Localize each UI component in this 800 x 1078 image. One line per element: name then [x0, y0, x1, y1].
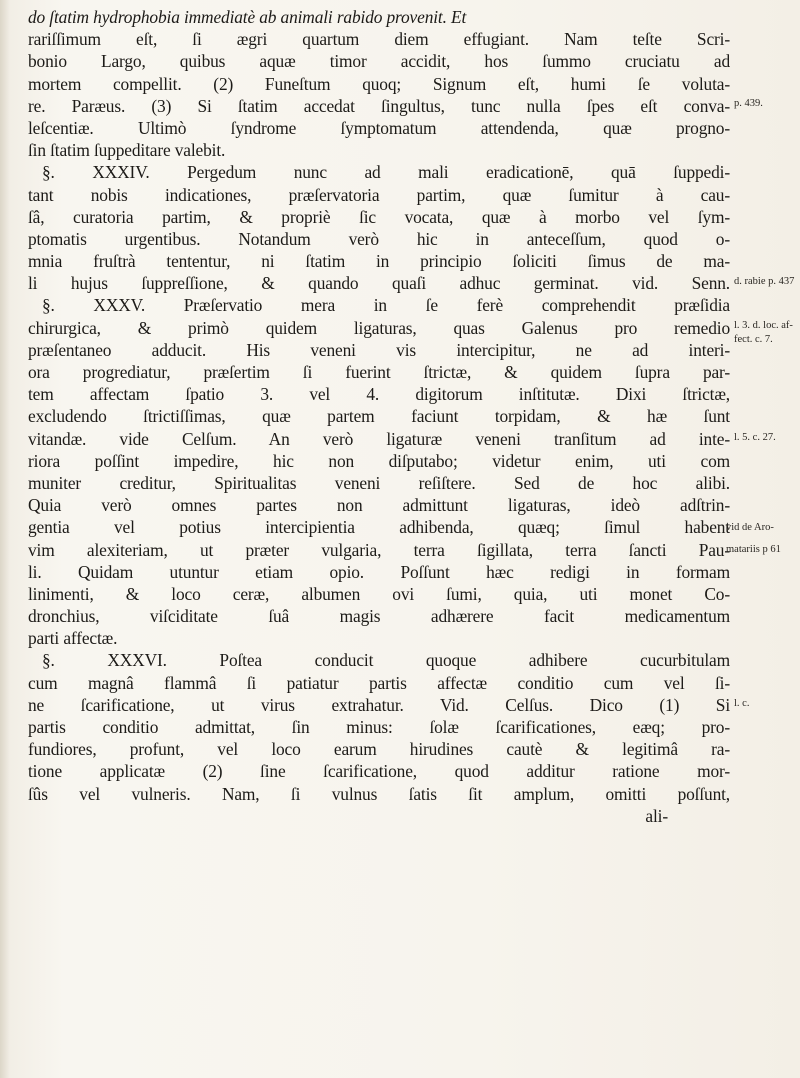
text-line: rariſſimum eſt, ſi ægri quartum diem effugiant. Nam teſte Scri-	[28, 29, 730, 50]
text-line: tem affectam ſpatio 3. vel 4. digitorum inſtitutæ. Dixi ſtrictæ,	[28, 384, 730, 405]
text-line: mnia fruſtrà tententur, ni ſtatim in principio ſoliciti ſimus de ma-	[28, 251, 730, 272]
margin-note: l. 5. c. 27.	[734, 432, 776, 443]
text-line: ora progrediatur, præſertim ſi fuerint ſtrictæ, & quidem ſupra par-	[28, 362, 730, 382]
section-heading-line: §. XXXIV. Pergedum nunc ad mali eradicationē, quā ſuppedi-	[42, 162, 730, 183]
text-line: bonio Largo, quibus aquæ timor accidit, hos ſummo cruciatu ad	[28, 51, 730, 72]
text-line: cum magnâ flammâ ſi patiatur partis affectæ conditio cum vel ſi-	[28, 672, 730, 693]
margin-note: l. 3. d. loc. af-	[734, 320, 793, 331]
text-line: ptomatis urgentibus. Notandum verò hic in anteceſſum, quod o-	[28, 228, 730, 249]
text-line: riora poſſint impedire, hic non diſputabo; videtur enim, uti com	[28, 450, 730, 471]
text-line: fundiores, profunt, vel loco earum hirudines cautè & legitimâ ra-	[28, 739, 730, 760]
text-line: do ſtatim hydrophobia immediatè ab animali rabido provenit. Et	[28, 7, 467, 27]
text-line: vitandæ. vide Celſum. An verò ligaturæ veneni tranſitum ad inte-	[28, 428, 730, 449]
margin-note: matariis p 61	[726, 544, 781, 555]
text-line: ſin ſtatim ſuppeditare valebit.	[28, 140, 226, 161]
text-line: tione applicatæ (2) ſine ſcarificatione, quod additur ratione mor-	[28, 761, 730, 782]
text-line: ſûs vel vulneris. Nam, ſi vulnus ſatis ſit amplum, omitti poſſunt,	[28, 783, 730, 804]
text-line: leſcentiæ. Ultimò ſyndrome ſymptomatum attendenda, quæ progno-	[28, 117, 730, 138]
text-line: præſentaneo adducit. His veneni vis intercipitur, ne ad interi-	[28, 339, 730, 360]
margin-note: vid de Aro-	[726, 522, 774, 533]
text-line: li hujus ſuppreſſione, & quando quaſi adhuc germinat. vid. Senn.	[28, 273, 730, 294]
text-line: muniter creditur, Spiritualitas veneni reſiſtere. Sed de hoc alibi.	[28, 472, 730, 493]
margin-note: fect. c. 7.	[734, 334, 773, 345]
text-line: tant nobis indicationes, præſervatoria partim, quæ ſumitur à cau-	[28, 184, 730, 205]
text-line: vim alexiteriam, ut præter vulgaria, terra ſigillata, terra ſancti Pau-	[28, 539, 730, 560]
text-line: li. Quidam utuntur etiam opio. Poſſunt hæc redigi in formam	[28, 561, 730, 582]
margin-note: l. c.	[734, 698, 750, 709]
text-line: mortem compellit. (2) Funeſtum quoq; Signum eſt, humi ſe voluta-	[28, 73, 730, 94]
text-line: Quia verò omnes partes non admittunt ligaturas, ideò adſtrin-	[28, 495, 730, 516]
text-line: linimenti, & loco ceræ, albumen ovi ſumi, quia, uti monet Co-	[28, 583, 730, 604]
text-line: ſâ, curatoria partim, & propriè ſic vocata, quæ à morbo vel ſym-	[28, 206, 730, 227]
main-text-column	[28, 6, 730, 827]
section-heading-line: §. XXXVI. Poſtea conducit quoque adhibere cucurbitulam	[42, 650, 730, 671]
margin-note: p. 439.	[734, 98, 763, 109]
text-line: excludendo ſtrictiſſimas, quæ partem faciunt torpidam, & hæ ſunt	[28, 406, 730, 427]
text-line: re. Paræus. (3) Si ſtatim accedat ſingultus, tunc nulla ſpes eſt conva-	[28, 95, 730, 116]
text-line: gentia vel potius intercipientia adhibenda, quæq; ſimul habent	[28, 517, 730, 538]
text-line: parti affectæ.	[28, 628, 118, 649]
text-line: dronchius, viſciditate ſuâ magis adhærere facit medicamentum	[28, 606, 730, 627]
text-line: chirurgica, & primò quidem ligaturas, quas Galenus pro remedio	[28, 317, 730, 338]
section-heading-line: §. XXXV. Præſervatio mera in ſe ferè comprehendit præſidia	[42, 295, 730, 316]
text-line: partis conditio admittat, ſin minus: ſolæ ſcarificationes, eæq; pro-	[28, 717, 730, 737]
catchword: ali-	[645, 805, 668, 826]
margin-note: d. rabie p. 437	[734, 276, 795, 287]
page-gutter-shadow	[0, 0, 10, 1078]
text-line: ne ſcarificatione, ut virus extrahatur. Vid. Celſus. Dico (1) Si	[28, 694, 730, 715]
